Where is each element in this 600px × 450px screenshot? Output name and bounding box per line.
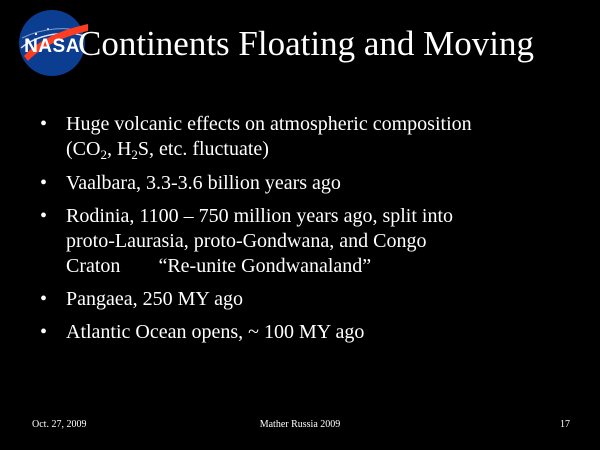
list-item [40,287,576,312]
footer-page-number: 17 [560,419,570,430]
bullet-list [40,112,576,353]
bullet-text: Atlantic Ocean opens, ~ 100 MY ago [66,321,365,343]
bullet-text: Vaalbara, 3.3-3.6 billion years ago [66,172,341,194]
bullet-line-mid: , H [106,138,132,160]
bullet-line-co: (CO [66,138,101,160]
bullet-text [66,204,576,279]
footer-date: Oct. 27, 2009 [32,419,87,430]
bullet-text [66,112,576,163]
list-item [40,204,576,279]
bullet-line: Huge volcanic effects on atmospheric composition [66,113,472,135]
page-title: Continents Floating and Moving [78,24,534,63]
subscript-2a: 2 [100,147,107,162]
svg-text:NASA: NASA [24,36,80,57]
bullet-marker: • [40,321,48,343]
bullet-text: Pangaea, 250 MY ago [66,288,243,310]
bullet-line: Rodinia, 1100 – 750 million years ago, split into [66,205,454,227]
subscript-2b: 2 [131,147,138,162]
bullet-marker: • [40,288,48,310]
footer-center-text: Mather Russia 2009 [259,419,341,430]
bullet-marker: • [40,205,48,227]
bullet-line-end: S, etc. fluctuate) [137,138,269,160]
bullet-line: proto-Laurasia, proto-Gondwana, and Congo [66,230,427,252]
list-item [40,171,576,196]
bullet-marker: • [40,113,48,135]
bullet-line: Craton [66,255,121,277]
list-item [40,320,576,345]
list-item [40,112,576,163]
bullet-marker: • [40,172,48,194]
bullet-line-quote: “Re-unite Gondwanaland” [158,255,372,277]
